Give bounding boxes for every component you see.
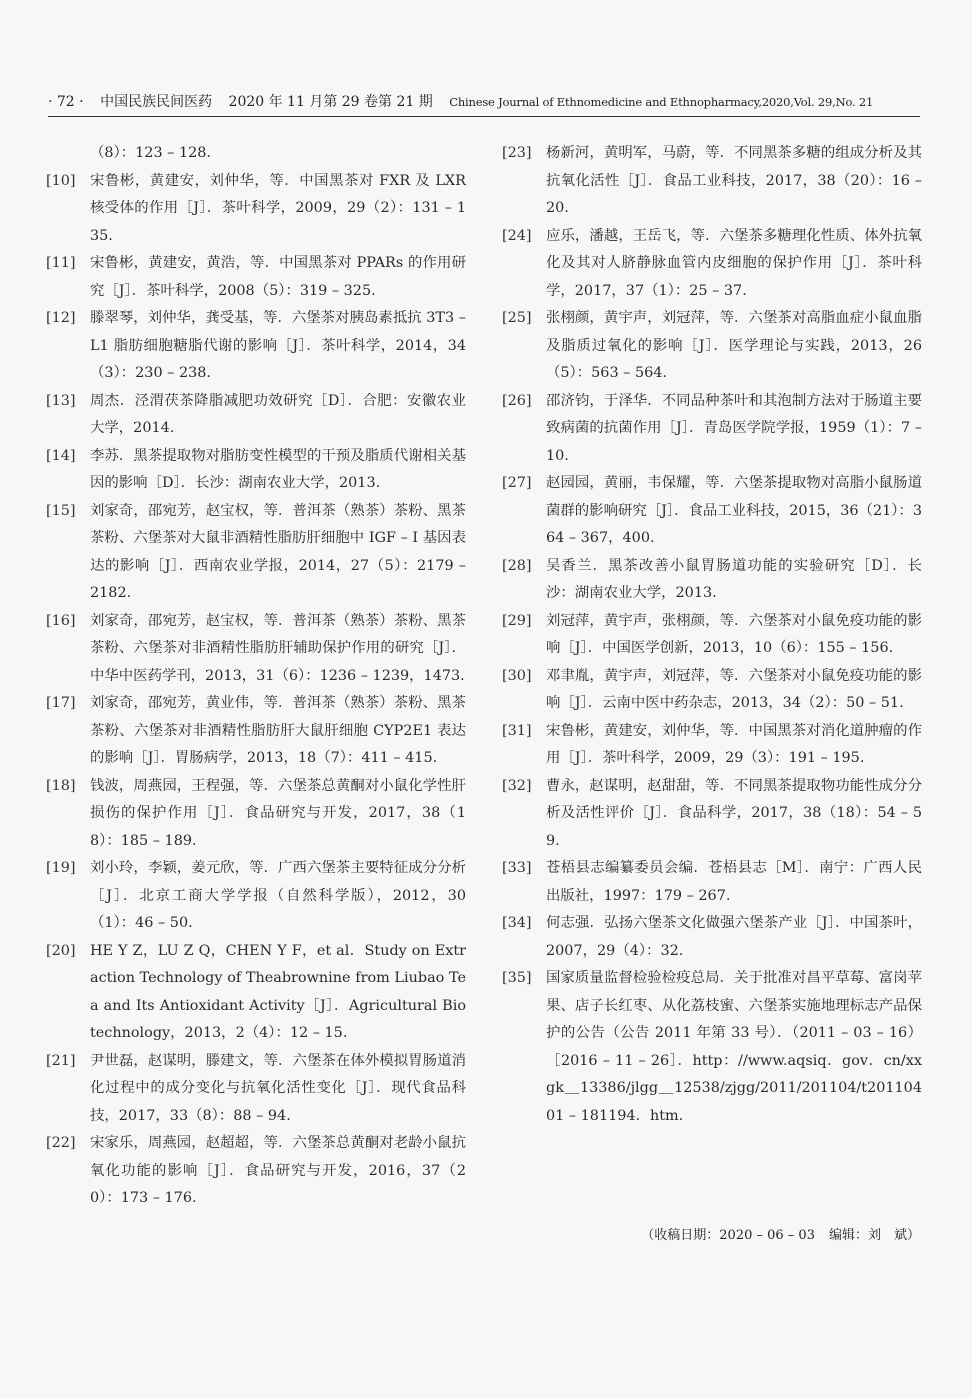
reference-item	[502, 470, 922, 553]
reference-column-right	[502, 140, 922, 1130]
reference-item	[502, 855, 922, 910]
reference-number: [31]	[502, 722, 532, 739]
reference-item	[46, 250, 466, 305]
reference-text: 李苏．黑茶提取物对脂肪变性模型的干预及脂质代谢相关基因的影响［D］．长沙：湖南农业大学，2013.	[90, 447, 466, 491]
reference-number: [33]	[502, 860, 532, 876]
received-date-note	[627, 1226, 920, 1246]
reference-item	[502, 910, 922, 965]
reference-text: 宋鲁彬，黄建安，刘仲华，等．中国黑茶对消化道肿瘤的作用［J］．茶叶科学，2009，29（3）：191 – 195.	[546, 722, 922, 766]
reference-text: 滕翠琴，刘仲华，龚受基，等．六堡茶对胰岛素抵抗 3T3 – L1 脂肪细胞糖脂代谢的影响［J］．茶叶科学，2014，34（3）：230 – 238.	[90, 310, 466, 381]
reference-item	[46, 498, 466, 608]
reference-number: [14]	[46, 447, 76, 464]
reference-item	[502, 223, 922, 306]
reference-text: 何志强．弘扬六堡茶文化做强六堡茶产业［J］．中国茶叶，2007，29（4）：32.	[546, 915, 922, 959]
reference-text: HE Y Z，LU Z Q，CHEN Y F，et al．Study on Extraction Technology of Theabrownine from Liubao Tea and Its Antioxidant Activity［J］．Agricultural Biotechnology，2013，2（4）：12 – 15.	[90, 942, 466, 1041]
reference-text: 刘冠萍，黄宇声，张栩颜，等．六堡茶对小鼠免疫功能的影响［J］．中国医学创新，2013，10（6）：155 – 156.	[546, 612, 922, 656]
reference-number: [29]	[502, 612, 532, 629]
reference-item	[502, 388, 922, 471]
reference-item	[502, 965, 922, 1130]
reference-text: 钱波，周燕园，王程强，等．六堡茶总黄酮对小鼠化学性肝损伤的保护作用［J］．食品研究与开发，2017，38（18）：185 – 189.	[90, 777, 466, 849]
reference-number: [30]	[502, 667, 532, 684]
reference-text: 刘家奇，邵宛芳，赵宝权，等．普洱茶（熟茶）茶粉、黑茶茶粉、六堡茶对大鼠非酒精性脂肪肝细胞中 IGF – I 基因表达的影响［J］．西南农业学报，2014，27（5）：2179 – 2182.	[90, 502, 466, 601]
reference-number: [11]	[46, 255, 76, 271]
reference-number: [34]	[502, 915, 532, 931]
reference-text: 曹永，赵谋明，赵甜甜，等．不同黑茶提取物功能性成分分析及活性评价［J］．食品科学，2017，38（18）：54 – 59.	[546, 777, 922, 849]
reference-number: [17]	[46, 695, 76, 711]
reference-item	[502, 608, 922, 663]
reference-item	[46, 443, 466, 498]
reference-number: [12]	[46, 310, 76, 326]
reference-list-right	[502, 140, 922, 1130]
reference-text: 张栩颜，黄宇声，刘冠萍，等．六堡茶对高脂血症小鼠血脂及脂质过氧化的影响［J］．医学理论与实践，2013，26（5）：563 – 564.	[546, 310, 922, 381]
reference-item	[502, 718, 922, 773]
reference-item	[46, 1130, 466, 1213]
reference-number: [22]	[46, 1135, 76, 1151]
reference-text: 周杰．泾渭茯茶降脂减肥功效研究［D］．合肥：安徽农业大学，2014.	[90, 392, 466, 436]
reference-number: [35]	[502, 970, 532, 986]
editor-note: 编辑：刘 斌）	[828, 1228, 920, 1243]
reference-number: [32]	[502, 777, 532, 794]
reference-text: 宋鲁彬，黄建安，刘仲华，等．中国黑茶对 FXR 及 LXR 核受体的作用［J］．茶叶科学，2009，29（2）：131 – 135.	[90, 172, 466, 244]
reference-number: [27]	[502, 475, 532, 491]
reference-number: [16]	[46, 612, 76, 629]
reference-text: 宋鲁彬，黄建安，黄浩，等．中国黑茶对 PPARs 的作用研究［J］．茶叶科学，2008（5）：319 – 325.	[90, 255, 466, 299]
reference-number: [26]	[502, 392, 532, 409]
reference-number: [13]	[46, 392, 76, 409]
reference-item	[46, 773, 466, 856]
received-date: （收稿日期：2020 – 06 – 03	[641, 1228, 815, 1243]
reference-text: 应乐，潘越，王岳飞，等．六堡茶多糖理化性质、体外抗氧化及其对人脐静脉血管内皮细胞的保护作用［J］．茶叶科学，2017，37（1）：25 – 37.	[546, 227, 922, 299]
reference-text: 赵园园，黄丽，韦保耀，等．六堡茶提取物对高脂小鼠肠道菌群的影响研究［J］．食品工业科技，2015，36（21）：364 – 367，400.	[546, 475, 922, 546]
journal-title-cn: 中国民族民间医药	[100, 94, 213, 110]
reference-item	[502, 663, 922, 718]
reference-continuation: （8）：123 – 128.	[90, 145, 211, 161]
reference-number: [18]	[46, 777, 76, 794]
reference-number: [10]	[46, 172, 76, 189]
reference-number: [15]	[46, 502, 76, 519]
reference-number: [21]	[46, 1052, 76, 1069]
reference-item	[46, 608, 466, 691]
reference-list-left	[46, 168, 466, 1213]
reference-item	[46, 168, 466, 251]
reference-text: 邵济钧，于泽华．不同品种茶叶和其泡制方法对于肠道主要致病菌的抗菌作用［J］．青岛医学院学报，1959（1）：7 – 10.	[546, 392, 922, 464]
reference-text: 国家质量监督检验检疫总局．关于批准对昌平草莓、富岗苹果、店子长红枣、从化荔枝蜜、六堡茶实施地理标志产品保护的公告（公告 2011 年第 33 号）．（2011 – 03 – 16）［2016 – 11 – 26］．http：//www.aqsiq．gov．cn/xxgk＿13386/jlgg＿12538/zjgg/2011/201104/t20110401 – 181194．htm.	[546, 970, 922, 1124]
reference-text: 邓聿胤，黄宇声，刘冠萍，等．六堡茶对小鼠免疫功能的影响［J］．云南中医中药杂志，2013，34（2）：50 – 51.	[546, 667, 922, 711]
reference-item	[502, 140, 922, 223]
reference-item	[46, 938, 466, 1048]
reference-number: [28]	[502, 557, 532, 574]
reference-text: 杨新河，黄明军，马蔚，等．不同黑茶多糖的组成分析及其抗氧化活性［J］．食品工业科技，2017，38（20）：16 – 20.	[546, 145, 922, 216]
reference-item	[46, 388, 466, 443]
reference-number: [19]	[46, 860, 76, 876]
reference-item	[46, 305, 466, 388]
reference-text: 苍梧县志编纂委员会编．苍梧县志［M］．南宁：广西人民出版社，1997：179 – 267.	[546, 860, 922, 904]
reference-text: 吴香兰．黑茶改善小鼠胃肠道功能的实验研究［D］．长沙：湖南农业大学，2013.	[546, 557, 922, 601]
reference-number: [20]	[46, 942, 76, 959]
page-number: · 72 ·	[48, 94, 84, 110]
reference-item	[46, 855, 466, 938]
issue-info-cn: 2020 年 11 月第 29 卷第 21 期	[228, 94, 433, 110]
reference-column-left	[46, 140, 466, 1213]
reference-number: [24]	[502, 227, 532, 244]
reference-text: 刘家奇，邵宛芳，黄业伟，等．普洱茶（熟茶）茶粉、黑茶茶粉、六堡茶对非酒精性脂肪肝大鼠肝细胞 CYP2E1 表达的影响［J］．胃肠病学，2013，18（7）：411 – 415.	[90, 695, 466, 766]
reference-text: 刘家奇，邵宛芳，赵宝权，等．普洱茶（熟茶）茶粉、黑茶茶粉、六堡茶对非酒精性脂肪肝辅助保护作用的研究［J］．中华中医药学刊，2013，31（6）：1236 – 1239，1473.	[90, 612, 466, 684]
reference-number: [23]	[502, 145, 532, 161]
reference-item	[46, 1048, 466, 1131]
reference-text: 尹世磊，赵谋明，滕建文，等．六堡茶在体外模拟胃肠道消化过程中的成分变化与抗氧化活性变化［J］．现代食品科技，2017，33（8）：88 – 94.	[90, 1052, 466, 1124]
journal-title-en: Chinese Journal of Ethnomedicine and Ethnopharmacy,2020,Vol. 29,No. 21	[449, 95, 874, 109]
reference-item	[502, 553, 922, 608]
reference-item	[502, 773, 922, 856]
running-header	[48, 92, 920, 117]
reference-item	[46, 690, 466, 773]
reference-item	[502, 305, 922, 388]
reference-text: 宋家乐，周燕园，赵超超，等．六堡茶总黄酮对老龄小鼠抗氧化功能的影响［J］．食品研究与开发，2016，37（20）：173 – 176.	[90, 1135, 466, 1206]
reference-text: 刘小玲，李颖，姜元欣，等．广西六堡茶主要特征成分分析［J］．北京工商大学学报（自然科学版），2012，30（1）：46 – 50.	[90, 860, 466, 931]
reference-number: [25]	[502, 310, 532, 326]
